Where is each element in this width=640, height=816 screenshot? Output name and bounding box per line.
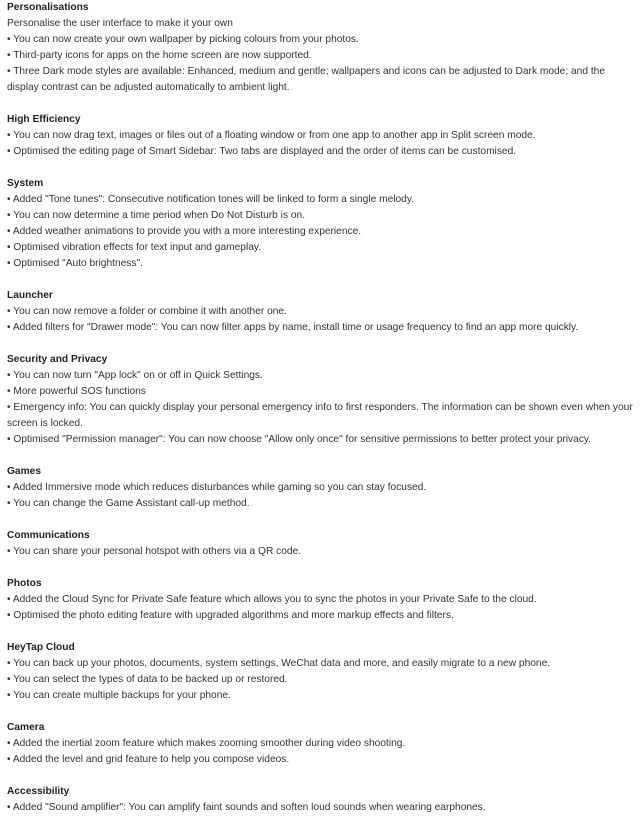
section-heading: High Efficiency — [7, 114, 81, 125]
section-heytap-cloud — [7, 640, 639, 704]
release-notes-document — [7, 0, 639, 816]
section-camera — [7, 720, 639, 768]
section-heading: Personalisations — [7, 2, 89, 13]
section-heading: Launcher — [7, 290, 53, 301]
bullet-item: • You can now create your own wallpaper by picking colours from your photos. — [7, 34, 359, 45]
bullet-item: • Optimised the editing page of Smart Sidebar: Two tabs are displayed and the order of items can be customised. — [7, 146, 517, 157]
bullet-item: • Optimised "Auto brightness". — [7, 258, 143, 269]
section-photos — [7, 576, 639, 624]
bullet-item: • Added the Cloud Sync for Private Safe feature which allows you to sync the photos in your Private Safe to the cloud. — [7, 594, 537, 605]
bullet-item: • Third-party icons for apps on the home screen are now supported. — [7, 50, 312, 61]
bullet-item: • You can now drag text, images or files out of a floating window or from one app to another app in Split screen mode. — [7, 130, 536, 141]
section-security-and-privacy — [7, 352, 639, 448]
bullet-item: • More powerful SOS functions — [7, 386, 146, 397]
bullet-item: • You can change the Game Assistant call-up method. — [7, 498, 250, 509]
section-heading: Photos — [7, 578, 42, 589]
section-personalisations — [7, 0, 639, 96]
section-accessibility — [7, 784, 639, 816]
bullet-item: • Added "Sound amplifier": You can amplify faint sounds and soften loud sounds when wearing earphones. — [7, 802, 486, 813]
bullet-item: • You can create multiple backups for your phone. — [7, 690, 231, 701]
bullet-item: • Optimised the photo editing feature with upgraded algorithms and more markup effects and filters. — [7, 610, 454, 621]
bullet-item: • Added the level and grid feature to help you compose videos. — [7, 754, 290, 765]
bullet-item: • You can now remove a folder or combine it with another one. — [7, 306, 287, 317]
section-system — [7, 176, 639, 272]
bullet-item: • You can select the types of data to be backed up or restored. — [7, 674, 288, 685]
section-heading: Accessibility — [7, 786, 70, 797]
section-games — [7, 464, 639, 512]
section-high-efficiency — [7, 112, 639, 160]
section-heading: HeyTap Cloud — [7, 642, 75, 653]
bullet-item: • Added filters for "Drawer mode": You can now filter apps by name, install time or usage frequency to find an app more quickly. — [7, 322, 579, 333]
bullet-item: • You can share your personal hotspot with others via a QR code. — [7, 546, 302, 557]
bullet-item: • Three Dark mode styles are available: Enhanced, medium and gentle; wallpapers and icons can be adjusted to Dark mode; and the display contrast can be adjusted automatically to ambient light. — [7, 66, 605, 93]
section-heading: Camera — [7, 722, 45, 733]
section-heading: Security and Privacy — [7, 354, 108, 365]
bullet-item: • You can now determine a time period when Do Not Disturb is on. — [7, 210, 306, 221]
section-communications — [7, 528, 639, 560]
section-heading: Games — [7, 466, 41, 477]
bullet-item: • You can back up your photos, documents, system settings, WeChat data and more, and easily migrate to a new phone. — [7, 658, 551, 669]
section-heading: Communications — [7, 530, 90, 541]
bullet-item: • Added Immersive mode which reduces disturbances while gaming so you can stay focused. — [7, 482, 427, 493]
bullet-item: • Added "Tone tunes": Consecutive notification tones will be linked to form a single melody. — [7, 194, 415, 205]
bullet-item: • Optimised "Permission manager": You can now choose "Allow only once" for sensitive permissions to better protect your privacy. — [7, 434, 592, 445]
section-launcher — [7, 288, 639, 336]
bullet-item: • Added the inertial zoom feature which makes zooming smoother during video shooting. — [7, 738, 406, 749]
section-heading: System — [7, 178, 44, 189]
bullet-item: • You can now turn "App lock" on or off in Quick Settings. — [7, 370, 263, 381]
bullet-item: • Added weather animations to provide you with a more interesting experience. — [7, 226, 362, 237]
bullet-item: • Optimised vibration effects for text input and gameplay. — [7, 242, 262, 253]
bullet-item: • Emergency info: You can quickly display your personal emergency info to first responders. The information can be shown even when your screen is locked. — [7, 402, 633, 429]
section-intro-text: Personalise the user interface to make it your own — [7, 18, 233, 29]
